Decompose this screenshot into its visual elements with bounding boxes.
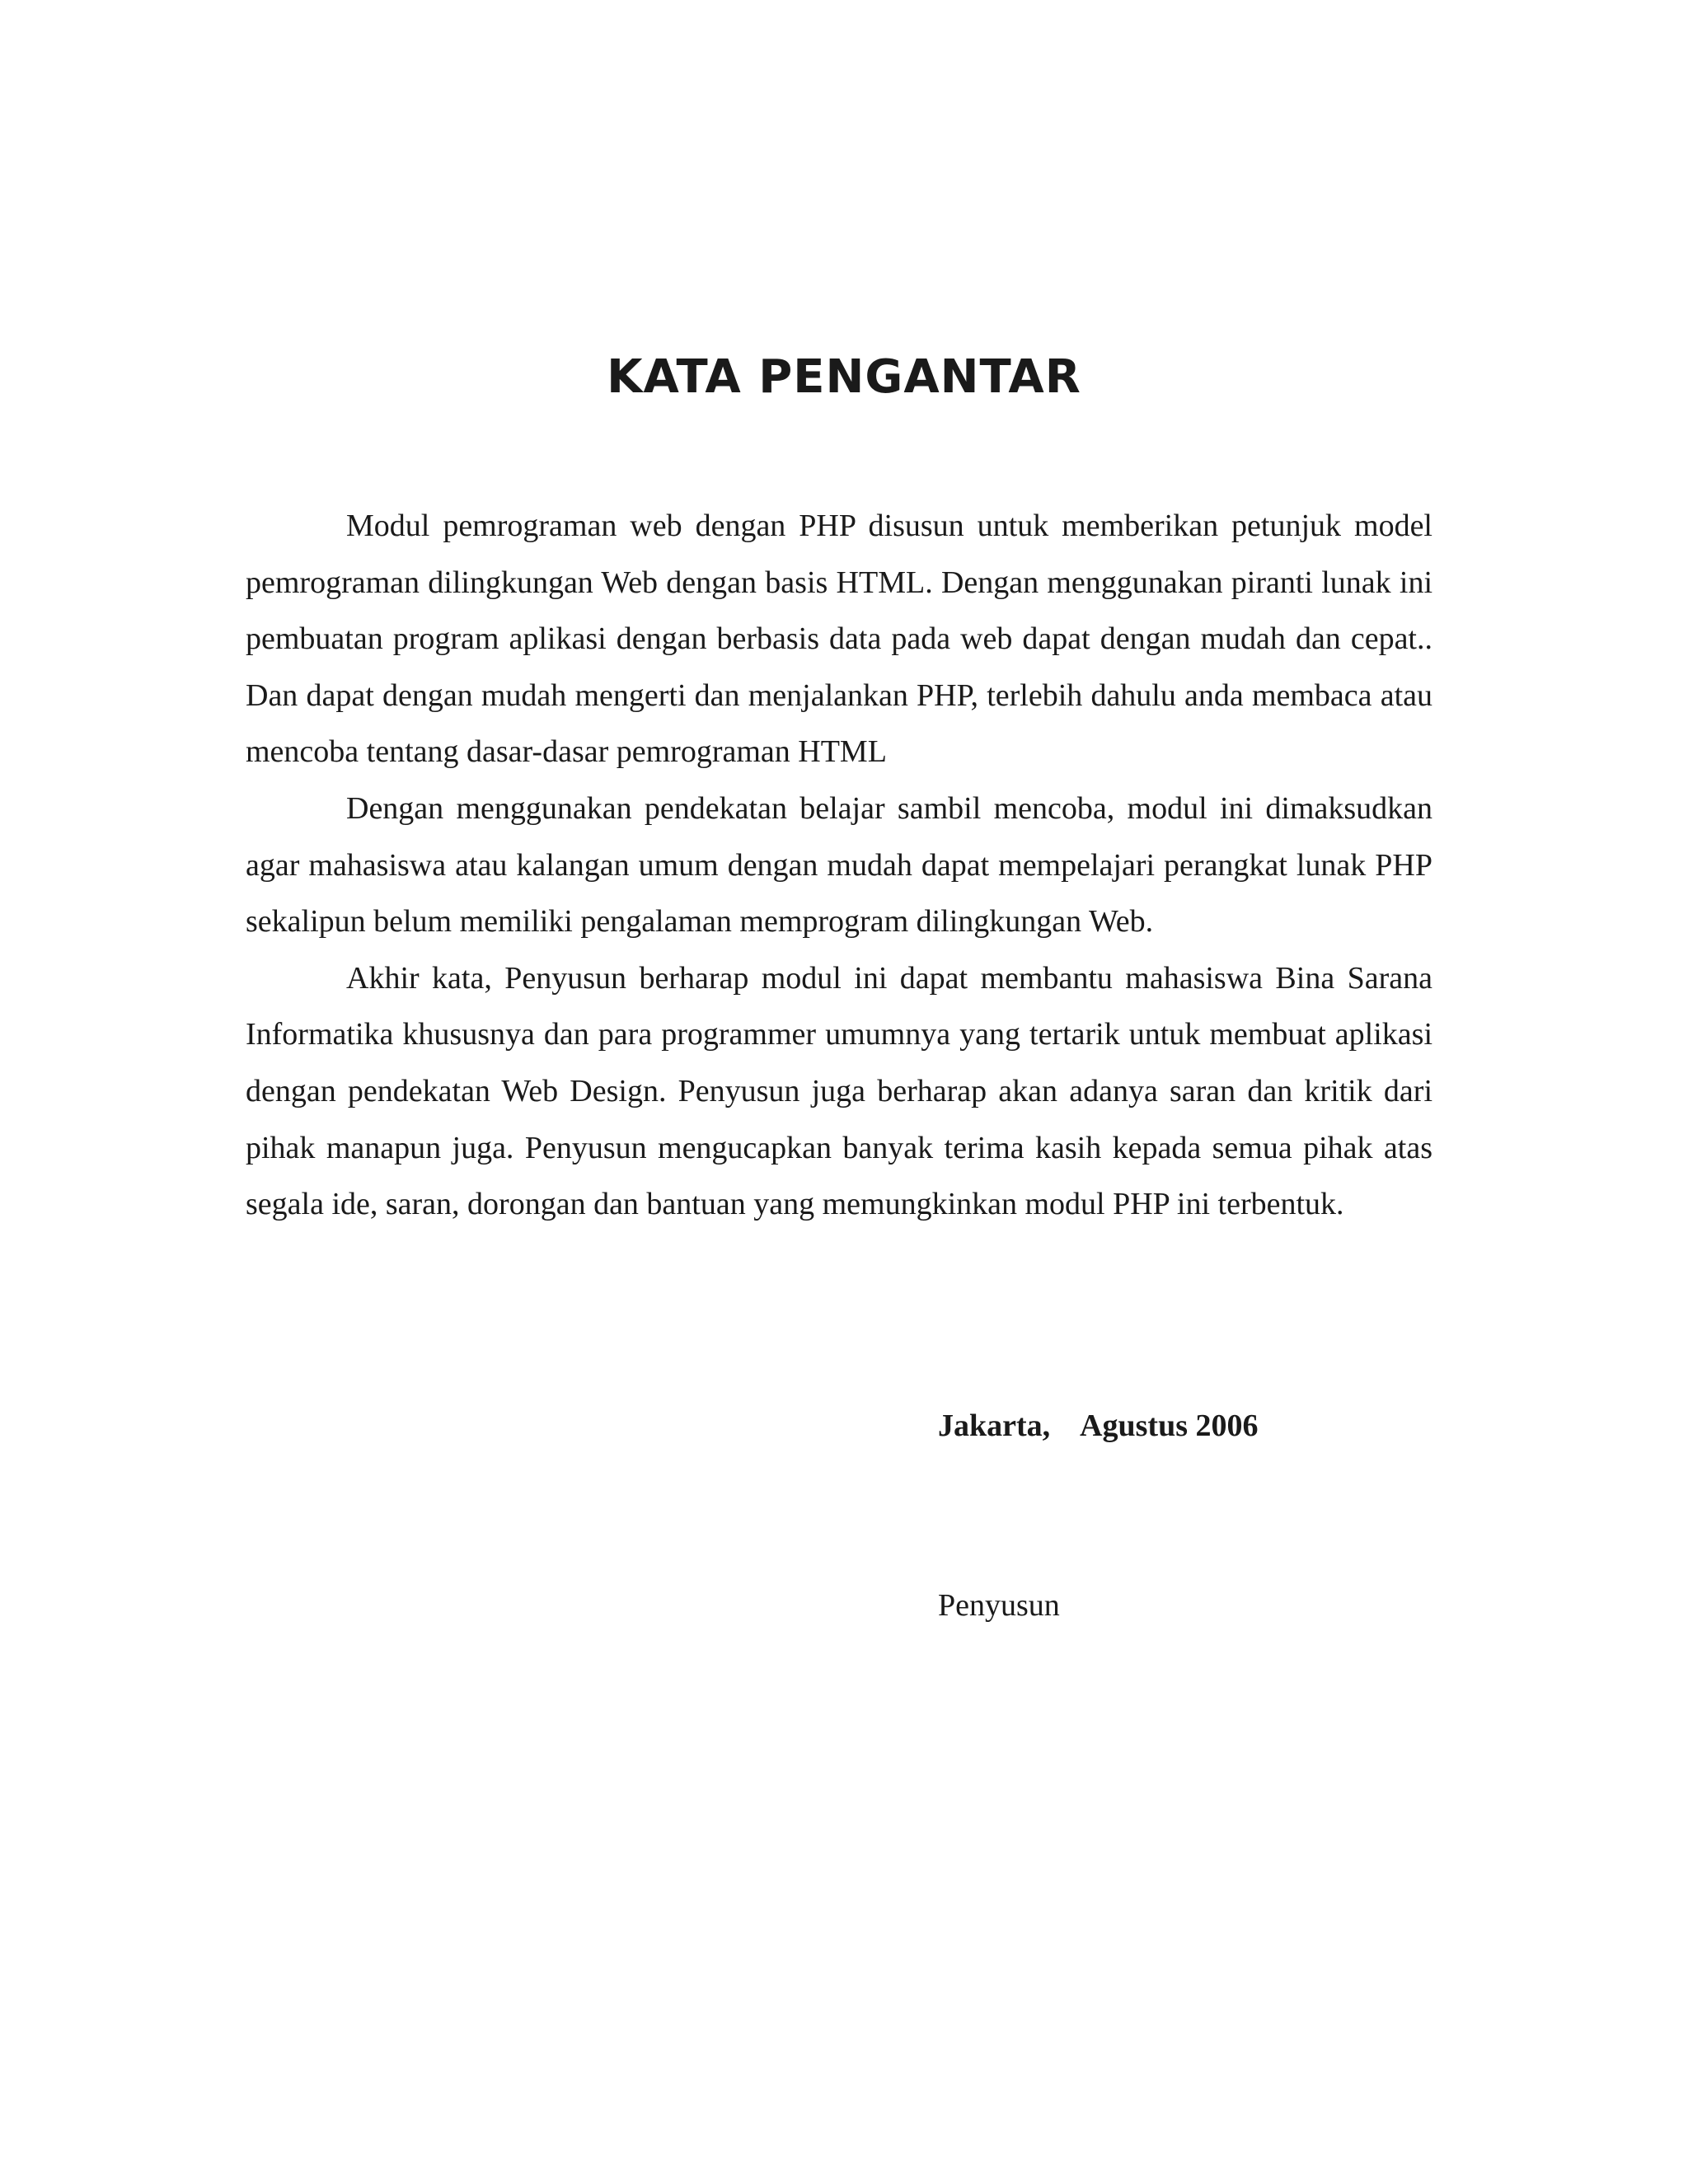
document-body [246, 498, 1432, 1233]
paragraph-1: Modul pemrograman web dengan PHP disusun untuk memberikan petunjuk model pemrograman dilingkungan Web dengan basis HTML. Dengan menggunakan piranti lunak ini pembuatan program aplikasi dengan berbasis data pada web dapat dengan mudah dan cepat.. Dan dapat dengan mudah mengerti dan menjalankan PHP, terlebih dahulu anda membaca atau mencoba tentang dasar-dasar pemrograman HTML [246, 509, 1432, 770]
paragraph-2: Dengan menggunakan pendekatan belajar sambil mencoba, modul ini dimaksudkan agar mahasiswa atau kalangan umum dengan mudah dapat mempelajari perangkat lunak PHP sekalipun belum memiliki pengalaman memprogram dilingkungan Web. [246, 790, 1432, 940]
paragraph-3: Akhir kata, Penyusun berharap modul ini dapat membantu mahasiswa Bina Sarana Informatika khususnya dan para programmer umumnya yang tertarik untuk membuat aplikasi dengan pendekatan Web Design. Penyusun juga berharap akan adanya saran dan kritik dari pihak manapun juga. Penyusun mengucapkan banyak terima kasih kepada semua pihak atas segala ide, saran, dorongan dan bantuan yang memungkinkan modul PHP ini terbentuk. [246, 960, 1432, 1222]
signature-name: Penyusun [938, 1588, 1060, 1623]
page-title: KATA PENGANTAR [607, 350, 1081, 404]
signature-place-date: Jakarta, Agustus 2006 [938, 1408, 1259, 1443]
